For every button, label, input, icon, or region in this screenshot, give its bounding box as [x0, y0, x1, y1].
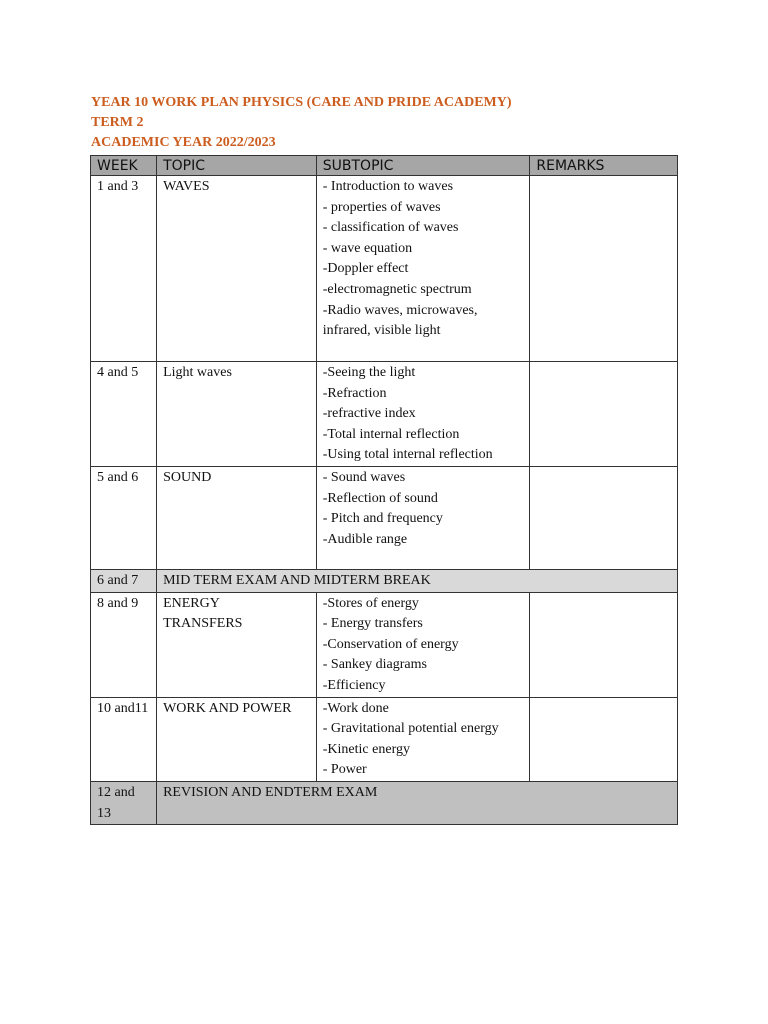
document-title: YEAR 10 WORK PLAN PHYSICS (CARE AND PRIDE ACADEMY)	[91, 95, 512, 110]
week-cell: 10 and11	[91, 697, 157, 781]
table-row-revision	[91, 781, 678, 824]
break-cell: MID TERM EXAM AND MIDTERM BREAK	[157, 569, 678, 592]
topic-line: WAVES	[163, 179, 210, 194]
table-row	[91, 592, 678, 697]
subtopic-item: -Refraction	[322, 385, 387, 401]
subtopic-cell	[316, 697, 530, 781]
term-heading: TERM 2	[91, 115, 144, 130]
remarks-cell[interactable]	[530, 362, 678, 467]
subtopic-item: infrared, visible light	[322, 323, 441, 339]
subtopic-cell	[316, 362, 530, 467]
remarks-cell[interactable]	[530, 592, 678, 697]
subtopic-item: -Seeing the light	[322, 365, 416, 380]
week-cell: 6 and 7	[91, 569, 157, 592]
table-header-row	[91, 156, 678, 176]
subtopic-item: -Reflection of sound	[322, 490, 438, 506]
remarks-cell[interactable]	[530, 466, 678, 569]
subtopic-item: - Introduction to waves	[322, 179, 454, 194]
subtopic-item: -electromagnetic spectrum	[322, 281, 472, 297]
revision-cell: REVISION AND ENDTERM EXAM	[157, 781, 678, 824]
table-row	[91, 176, 678, 362]
subtopic-item: -Work done	[322, 700, 389, 716]
subtopic-item: -Stores of energy	[322, 595, 419, 611]
week-cell: 1 and 3	[91, 176, 157, 362]
topic-line: SOUND	[163, 469, 212, 485]
subtopic-item: - classification of waves	[322, 220, 459, 236]
subtopic-item: -Efficiency	[322, 677, 386, 693]
subtopic-column-header: SUBTOPIC	[316, 156, 530, 176]
topic-line: TRANSFERS	[163, 616, 243, 632]
subtopic-item: -Doppler effect	[322, 261, 409, 277]
subtopic-item: - Sankey diagrams	[322, 657, 427, 673]
subtopic-cell	[316, 466, 530, 569]
week-cell: 8 and 9	[91, 592, 157, 697]
topic-column-header: TOPIC	[157, 156, 317, 176]
topic-cell	[157, 697, 317, 781]
remarks-cell[interactable]	[530, 697, 678, 781]
subtopic-item: - Energy transfers	[322, 616, 423, 632]
subtopic-item: - Pitch and frequency	[322, 511, 443, 527]
work-plan-table	[90, 155, 678, 825]
week-column-header: WEEK	[91, 156, 157, 176]
topic-line: ENERGY	[163, 595, 220, 611]
subtopic-cell	[316, 176, 530, 362]
subtopic-item: -Conservation of energy	[322, 636, 459, 652]
week-cell: 4 and 5	[91, 362, 157, 467]
subtopic-item: - wave equation	[322, 240, 413, 256]
subtopic-item: - Sound waves	[322, 469, 406, 485]
week-cell: 12 and 13	[91, 781, 157, 824]
topic-cell	[157, 466, 317, 569]
subtopic-item: - Power	[322, 762, 367, 778]
subtopic-item: - Gravitational potential energy	[322, 721, 499, 737]
table-row	[91, 466, 678, 569]
table-row	[91, 362, 678, 467]
subtopic-item: -Kinetic energy	[322, 741, 410, 757]
remarks-column-header: REMARKS	[530, 156, 678, 176]
subtopic-item: -Audible range	[322, 531, 408, 547]
subtopic-item: - properties of waves	[322, 199, 441, 215]
remarks-cell[interactable]	[530, 176, 678, 362]
topic-line: Light waves	[163, 365, 232, 380]
topic-cell	[157, 362, 317, 467]
table-row-break	[91, 569, 678, 592]
topic-line: WORK AND POWER	[163, 700, 292, 716]
topic-cell	[157, 176, 317, 362]
subtopic-item: -Radio waves, microwaves,	[322, 302, 478, 318]
subtopic-item: -Total internal reflection	[322, 426, 460, 442]
subtopic-item: -refractive index	[322, 406, 416, 422]
subtopic-cell	[316, 592, 530, 697]
academic-year-heading: ACADEMIC YEAR 2022/2023	[91, 135, 276, 150]
topic-cell	[157, 592, 317, 697]
subtopic-item: -Using total internal reflection	[322, 447, 493, 463]
week-cell: 5 and 6	[91, 466, 157, 569]
table-row	[91, 697, 678, 781]
